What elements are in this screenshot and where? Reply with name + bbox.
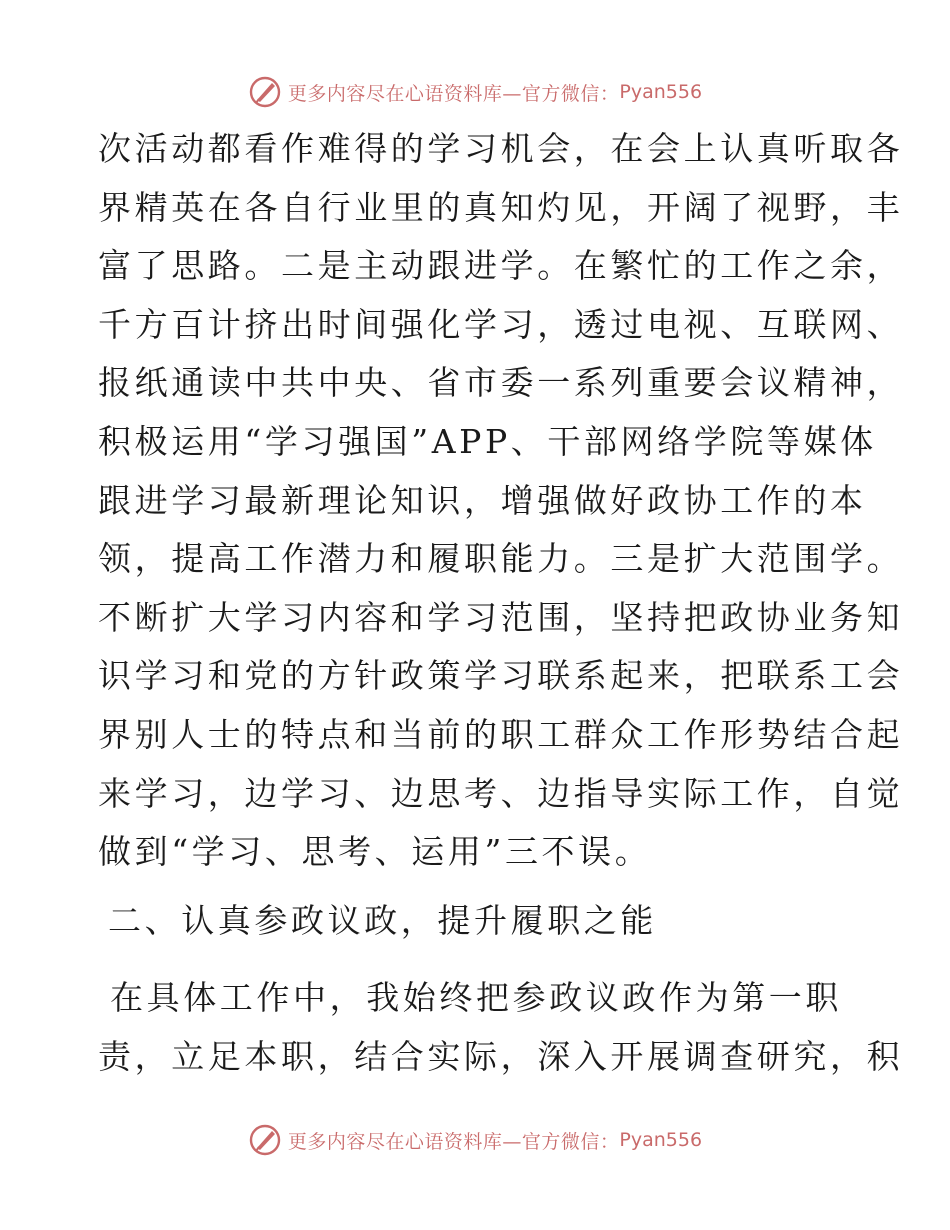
text-line: 领，提高工作潜力和履职能力。三是扩大范围学。 — [98, 539, 904, 579]
watermark-text: 更多内容尽在心语资料库—官方微信： — [287, 82, 620, 105]
footer-watermark — [0, 1120, 950, 1160]
text-line: 做到“学习、思考、运用”三不误。 — [98, 832, 652, 872]
header-watermark — [0, 72, 950, 112]
text-line: 富了思路。二是主动跟进学。在繁忙的工作之余， — [98, 246, 904, 286]
text-line: 不断扩大学习内容和学习范围，坚持把政协业务知 — [98, 597, 904, 637]
quill-circle-logo-icon — [248, 1123, 282, 1157]
text-line: 来学习，边学习、边思考、边指导实际工作，自觉 — [98, 773, 904, 813]
watermark-wechat-id: Pyan556 — [619, 1129, 703, 1151]
text-line: 千方百计挤出时间强化学习，透过电视、互联网、 — [98, 304, 904, 344]
paragraph-participation — [98, 969, 904, 1086]
watermark-wechat-id: Pyan556 — [619, 81, 703, 103]
text-line: 识学习和党的方针政策学习联系起来，把联系工会 — [98, 656, 904, 696]
paragraph-study — [98, 120, 904, 882]
text-line: 在具体工作中，我始终把参政议政作为第一职 — [110, 978, 842, 1017]
text-line: 责，立足本职，结合实际，深入开展调查研究，积 — [98, 1036, 904, 1076]
watermark-text: 更多内容尽在心语资料库—官方微信： — [287, 1130, 620, 1153]
text-line: 积极运用“学习强国”APP、干部网络学院等媒体 — [98, 421, 877, 461]
text-line: 界精英在各自行业里的真知灼见，开阔了视野，丰 — [98, 187, 904, 227]
text-line: 次活动都看作难得的学习机会，在会上认真听取各 — [98, 129, 904, 168]
quill-circle-logo-icon — [248, 75, 282, 109]
text-line: 跟进学习最新理论知识，增强做好政协工作的本 — [98, 480, 867, 520]
text-line: 报纸通读中共中央、省市委一系列重要会议精神， — [98, 363, 904, 403]
text-line: 界别人士的特点和当前的职工群众工作形势结合起 — [98, 714, 904, 754]
section-heading: 二、认真参政议政，提升履职之能 — [108, 901, 657, 940]
